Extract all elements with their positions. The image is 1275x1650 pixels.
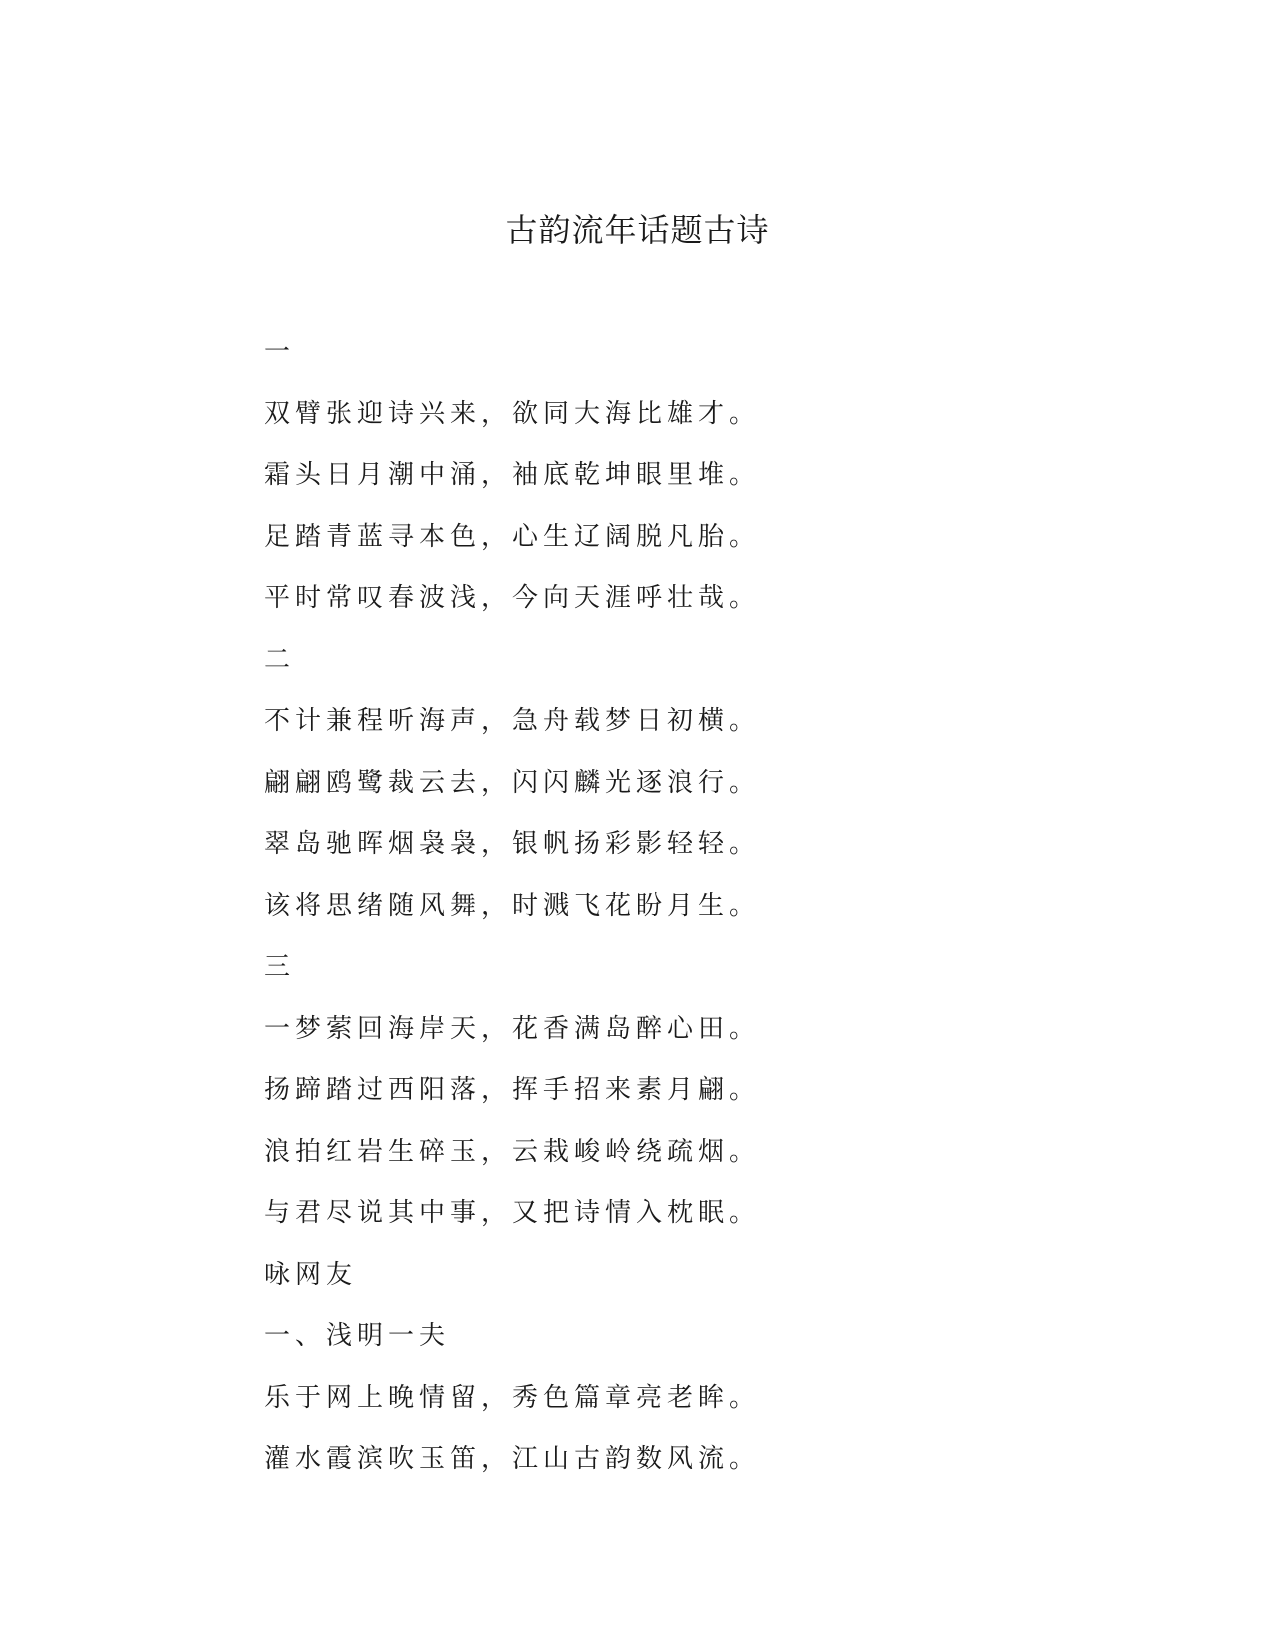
- poem-line: 扬蹄踏过西阳落，挥手招来素月翩。: [264, 1075, 761, 1105]
- section-heading-2: 二: [264, 644, 296, 675]
- poem-line: 与君尽说其中事，又把诗情入枕眠。: [264, 1198, 761, 1228]
- poem-line: 双臂张迎诗兴来，欲同大海比雄才。: [264, 398, 761, 429]
- poem-body: [264, 322, 1024, 1491]
- section-heading-3: 三: [264, 952, 296, 982]
- poem-line: 足踏青蓝寻本色，心生辽阔脱凡胎。: [264, 521, 761, 552]
- poem-line: 该将思绪随风舞，时溅飞花盼月生。: [264, 890, 761, 921]
- poem-line: 乐于网上晚情留，秀色篇章亮老眸。: [264, 1382, 761, 1413]
- poem-line: 翩翩鸥鹭裁云去，闪闪麟光逐浪行。: [264, 767, 761, 798]
- section-heading-yong-wangyou: 咏网友: [264, 1259, 358, 1290]
- poem-line: 翠岛驰晖烟袅袅，银帆扬彩影轻轻。: [264, 829, 761, 859]
- poem-line: 一梦萦回海岸天，花香满岛醉心田。: [264, 1013, 761, 1044]
- document-title: 古韵流年话题古诗: [505, 211, 770, 249]
- poem-line: 平时常叹春波浅，今向天涯呼壮哉。: [264, 583, 761, 613]
- poem-line: 霜头日月潮中涌，袖底乾坤眼里堆。: [264, 460, 761, 490]
- poem-line: 灌水霞滨吹玉笛，江山古韵数风流。: [264, 1444, 761, 1474]
- poem-line: 不计兼程听海声，急舟载梦日初横。: [264, 706, 761, 736]
- subsection-heading: 一、浅明一夫: [264, 1321, 451, 1351]
- poem-line: 浪拍红岩生碎玉，云栽峻岭绕疏烟。: [264, 1136, 761, 1167]
- section-heading-1: 一: [264, 337, 296, 367]
